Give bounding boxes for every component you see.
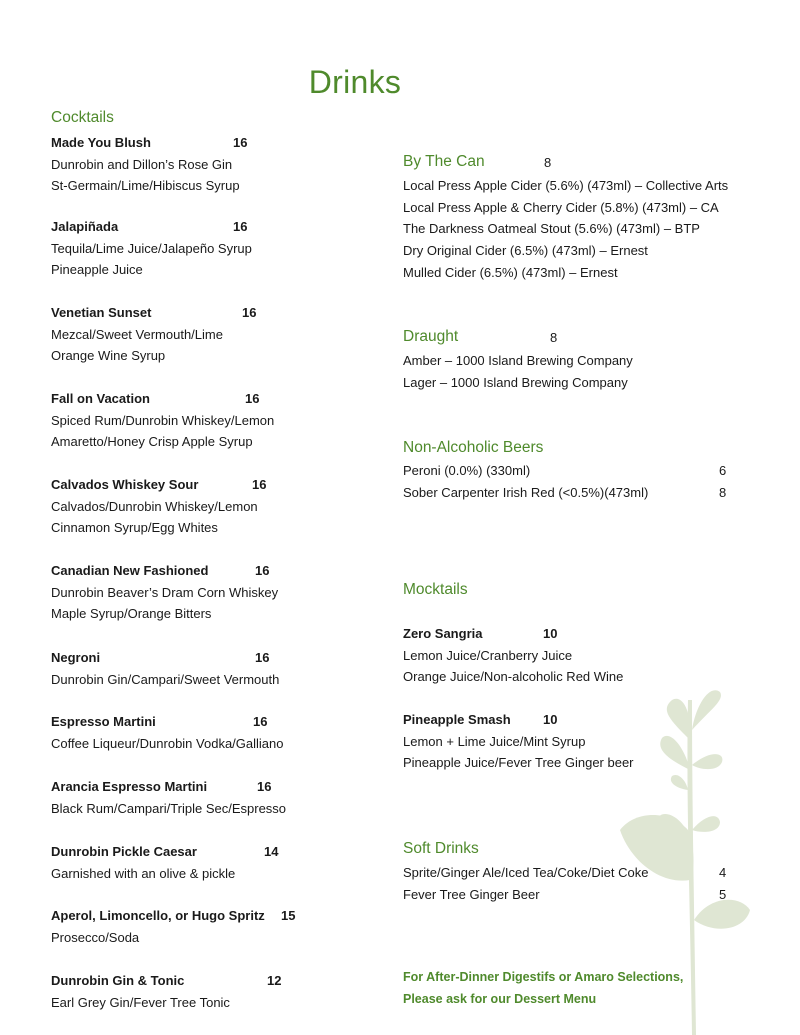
list-item: Local Press Apple Cider (5.6%) (473ml) – Collective Arts — [403, 178, 729, 193]
by-the-can-price: 8 — [544, 155, 552, 170]
cocktail-desc: Spiced Rum/Dunrobin Whiskey/Lemon — [51, 412, 275, 428]
mocktail-desc: Lemon + Lime Juice/Mint Syrup — [403, 733, 586, 749]
cocktail-name: Dunrobin Pickle Caesar — [51, 844, 197, 859]
cocktail-price: 16 — [245, 391, 260, 406]
mocktail-desc: Pineapple Juice/Fever Tree Ginger beer — [403, 755, 634, 770]
cocktail-item — [51, 216, 341, 281]
mocktail-price: 10 — [543, 626, 558, 641]
item-price: 6 — [719, 463, 727, 478]
draught-title: Draught — [403, 328, 459, 345]
cocktail-price: 12 — [267, 973, 282, 988]
cocktail-name: Espresso Martini — [51, 714, 156, 729]
non-alcoholic-list — [403, 460, 743, 503]
list-item: Mulled Cider (6.5%) (473ml) – Ernest — [403, 264, 618, 280]
cocktail-name: Dunrobin Gin & Tonic — [51, 973, 185, 988]
cocktail-item — [51, 970, 341, 1013]
item-name: Sober Carpenter Irish Red (<0.5%)(473ml) — [403, 484, 649, 500]
page-title: Drinks — [308, 64, 402, 100]
item-price: 5 — [719, 886, 727, 902]
cocktail-item — [51, 302, 341, 367]
list-item: The Darkness Oatmeal Stout (5.6%) (473ml) – BTP — [403, 221, 700, 237]
item-name: Fever Tree Ginger Beer — [403, 886, 540, 902]
cocktail-price: 16 — [257, 779, 272, 794]
cocktail-name: Negroni — [51, 650, 101, 665]
mocktail-item — [403, 709, 703, 774]
cocktail-price: 16 — [255, 563, 270, 578]
soft-drinks-list — [403, 862, 743, 905]
item-name: Sprite/Ginger Ale/Iced Tea/Coke/Diet Coke — [403, 865, 649, 880]
cocktail-desc: Coffee Liqueur/Dunrobin Vodka/Galliano — [51, 735, 284, 751]
list-item: Amber – 1000 Island Brewing Company — [403, 353, 633, 368]
cocktail-price: 16 — [255, 650, 270, 665]
by-the-can-list — [403, 175, 743, 284]
mocktail-desc: Lemon Juice/Cranberry Juice — [403, 647, 573, 663]
mocktail-name: Zero Sangria — [403, 626, 483, 641]
cocktail-item — [51, 711, 341, 754]
cocktail-name: Venetian Sunset — [51, 305, 152, 320]
cocktail-price: 14 — [264, 844, 279, 859]
non-alcoholic-heading: Non-Alcoholic Beers — [403, 439, 544, 456]
mocktails-heading: Mocktails — [403, 581, 468, 598]
note-line: For After-Dinner Digestifs or Amaro Selections, — [403, 970, 684, 984]
cocktail-desc: Pineapple Juice — [51, 262, 143, 277]
mocktail-price: 10 — [543, 712, 558, 727]
mocktail-name: Pineapple Smash — [403, 712, 511, 727]
cocktail-name: Made You Blush — [51, 135, 151, 150]
cocktail-price: 15 — [281, 908, 296, 923]
cocktail-item — [51, 905, 341, 948]
mocktail-item — [403, 623, 703, 688]
cocktail-price: 16 — [233, 219, 248, 234]
cocktail-desc: Amaretto/Honey Crisp Apple Syrup — [51, 434, 253, 449]
draught-heading — [403, 328, 558, 346]
cocktail-price: 16 — [252, 477, 267, 492]
cocktail-item — [51, 647, 341, 690]
cocktail-name: Arancia Espresso Martini — [51, 779, 208, 794]
cocktail-name: Calvados Whiskey Sour — [51, 477, 199, 492]
cocktail-price: 16 — [253, 714, 268, 729]
cocktail-item — [51, 841, 341, 884]
list-item — [403, 482, 743, 504]
dessert-menu-note — [403, 967, 683, 1010]
cocktail-desc: Earl Grey Gin/Fever Tree Tonic — [51, 994, 230, 1010]
cocktail-desc: Garnished with an olive & pickle — [51, 865, 236, 881]
cocktail-name: Jalapiñada — [51, 219, 119, 234]
list-item — [403, 862, 743, 884]
cocktail-item — [51, 560, 341, 625]
by-the-can-heading — [403, 153, 552, 171]
cocktail-item — [51, 474, 341, 539]
draught-price: 8 — [550, 330, 558, 345]
cocktail-desc: Mezcal/Sweet Vermouth/Lime — [51, 326, 223, 342]
cocktail-desc: Dunrobin Gin/Campari/Sweet Vermouth — [51, 671, 280, 687]
cocktail-item — [51, 776, 341, 819]
cocktail-desc: Prosecco/Soda — [51, 929, 140, 945]
list-item: Local Press Apple & Cherry Cider (5.8%) (473ml) – CA — [403, 199, 719, 215]
item-name: Peroni (0.0%) (330ml) — [403, 463, 531, 478]
item-price: 4 — [719, 865, 727, 880]
cocktail-name: Fall on Vacation — [51, 391, 150, 406]
cocktail-desc: Cinnamon Syrup/Egg Whites — [51, 520, 218, 535]
list-item — [403, 884, 743, 906]
cocktail-desc: Tequila/Lime Juice/Jalapeño Syrup — [51, 240, 252, 256]
cocktail-desc: St-Germain/Lime/Hibiscus Syrup — [51, 178, 240, 193]
cocktail-desc: Calvados/Dunrobin Whiskey/Lemon — [51, 498, 258, 514]
cocktail-item — [51, 132, 341, 197]
cocktail-item — [51, 388, 341, 453]
draught-list — [403, 350, 743, 393]
cocktails-heading: Cocktails — [51, 109, 114, 126]
cocktail-desc: Black Rum/Campari/Triple Sec/Espresso — [51, 800, 287, 816]
list-item: Dry Original Cider (6.5%) (473ml) – Ernest — [403, 243, 648, 259]
item-price: 8 — [719, 484, 727, 500]
list-item — [403, 460, 743, 482]
cocktail-price: 16 — [233, 135, 248, 150]
cocktail-desc: Dunrobin and Dillon’s Rose Gin — [51, 156, 233, 172]
list-item: Lager – 1000 Island Brewing Company — [403, 374, 628, 390]
cocktail-name: Canadian New Fashioned — [51, 563, 209, 578]
cocktail-desc: Orange Wine Syrup — [51, 348, 166, 363]
soft-drinks-heading: Soft Drinks — [403, 840, 479, 857]
note-line: Please ask for our Dessert Menu — [403, 991, 597, 1006]
by-the-can-title: By The Can — [403, 153, 485, 170]
cocktail-desc: Maple Syrup/Orange Bitters — [51, 606, 212, 621]
cocktail-price: 16 — [242, 305, 257, 320]
mocktail-desc: Orange Juice/Non-alcoholic Red Wine — [403, 669, 624, 684]
cocktail-name: Aperol, Limoncello, or Hugo Spritz — [51, 908, 265, 923]
cocktail-desc: Dunrobin Beaver’s Dram Corn Whiskey — [51, 584, 279, 600]
